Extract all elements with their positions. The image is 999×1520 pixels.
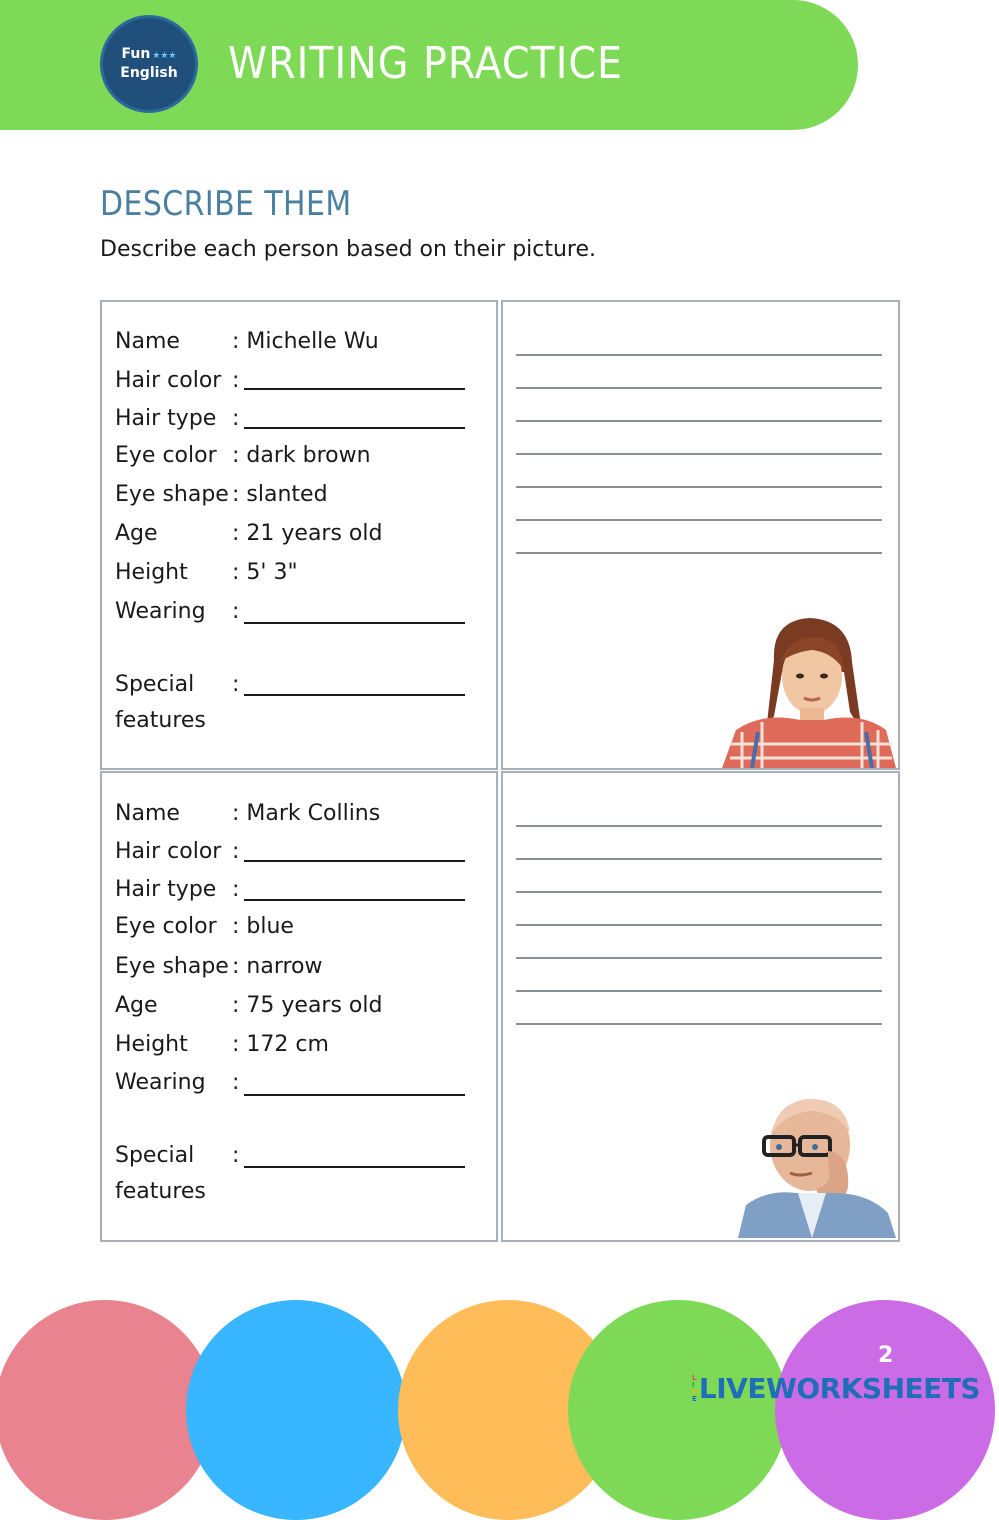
field-label: Hair type (115, 406, 217, 431)
answer-blank-hair-type[interactable] (244, 427, 465, 429)
writing-line[interactable] (516, 891, 882, 893)
field-value: : 172 cm (232, 1032, 329, 1057)
writing-line[interactable] (516, 387, 882, 389)
field-value: : blue (232, 914, 294, 939)
field-value: : Michelle Wu (232, 329, 379, 354)
writing-line[interactable] (516, 519, 882, 521)
writing-line[interactable] (516, 924, 882, 926)
field-value: : dark brown (232, 443, 371, 468)
field-label: Hair color (115, 368, 222, 393)
field-value: : (232, 877, 240, 902)
page-number: 2 (878, 1343, 894, 1368)
field-value: : slanted (232, 482, 328, 507)
field-value: : Mark Collins (232, 801, 381, 826)
field-label: Height (115, 560, 188, 585)
field-label: Hair type (115, 877, 217, 902)
field-label: Height (115, 1032, 188, 1057)
answer-blank-special-features[interactable] (244, 1166, 465, 1168)
logo-line2: English (120, 65, 178, 81)
footer-circle-pink (0, 1300, 215, 1520)
answer-blank-wearing[interactable] (244, 622, 465, 624)
field-value: : 5' 3" (232, 560, 298, 585)
field-value: : (232, 368, 240, 393)
field-value: : narrow (232, 954, 323, 979)
field-label: Wearing (115, 1070, 206, 1095)
field-label: Wearing (115, 599, 206, 624)
answer-blank-wearing[interactable] (244, 1094, 465, 1096)
field-value: : (232, 1070, 240, 1095)
logo-line1: Fun (121, 46, 151, 62)
field-value: : (232, 406, 240, 431)
writing-line[interactable] (516, 1023, 882, 1025)
writing-line[interactable] (516, 957, 882, 959)
writing-line[interactable] (516, 354, 882, 356)
young-woman-photo (722, 612, 896, 768)
field-value: : (232, 1143, 240, 1168)
footer-circle-purple (775, 1300, 995, 1520)
footer-circle-green (568, 1300, 788, 1520)
writing-line[interactable] (516, 858, 882, 860)
field-value: : (232, 672, 240, 697)
answer-blank-hair-type[interactable] (244, 899, 465, 901)
section-title: DESCRIBE THEM (100, 184, 352, 224)
instructions: Describe each person based on their picture. (100, 237, 597, 262)
field-label: Name (115, 801, 180, 826)
footer-circle-blue (186, 1300, 406, 1520)
writing-line[interactable] (516, 552, 882, 554)
stars-icon: ★★★ (152, 51, 177, 61)
elderly-man-photo (738, 1093, 896, 1238)
field-label: Name (115, 329, 180, 354)
answer-blank-hair-color[interactable] (244, 388, 465, 390)
field-label: Eye color (115, 443, 217, 468)
field-label: Special (115, 672, 195, 697)
field-label: Age (115, 521, 158, 546)
page-title: WRITING PRACTICE (228, 38, 624, 89)
writing-line[interactable] (516, 825, 882, 827)
field-value: : 21 years old (232, 521, 383, 546)
writing-line[interactable] (516, 990, 882, 992)
field-label: features (115, 708, 206, 733)
field-label: Age (115, 993, 158, 1018)
writing-line[interactable] (516, 486, 882, 488)
brand-text: LIVEWORKSHEETS (698, 1372, 981, 1405)
brand-mini-icon: L I V E (692, 1373, 697, 1403)
liveworksheets-logo (692, 1372, 980, 1405)
field-label: Eye color (115, 914, 217, 939)
field-label: Hair color (115, 839, 222, 864)
fun-english-logo (100, 15, 198, 113)
field-value: : (232, 599, 240, 624)
field-value: : 75 years old (232, 993, 383, 1018)
answer-blank-special-features[interactable] (244, 694, 465, 696)
field-label: Special (115, 1143, 195, 1168)
answer-blank-hair-color[interactable] (244, 860, 465, 862)
field-value: : (232, 839, 240, 864)
field-label: features (115, 1179, 206, 1204)
writing-line[interactable] (516, 420, 882, 422)
field-label: Eye shape (115, 954, 229, 979)
writing-line[interactable] (516, 453, 882, 455)
field-label: Eye shape (115, 482, 229, 507)
